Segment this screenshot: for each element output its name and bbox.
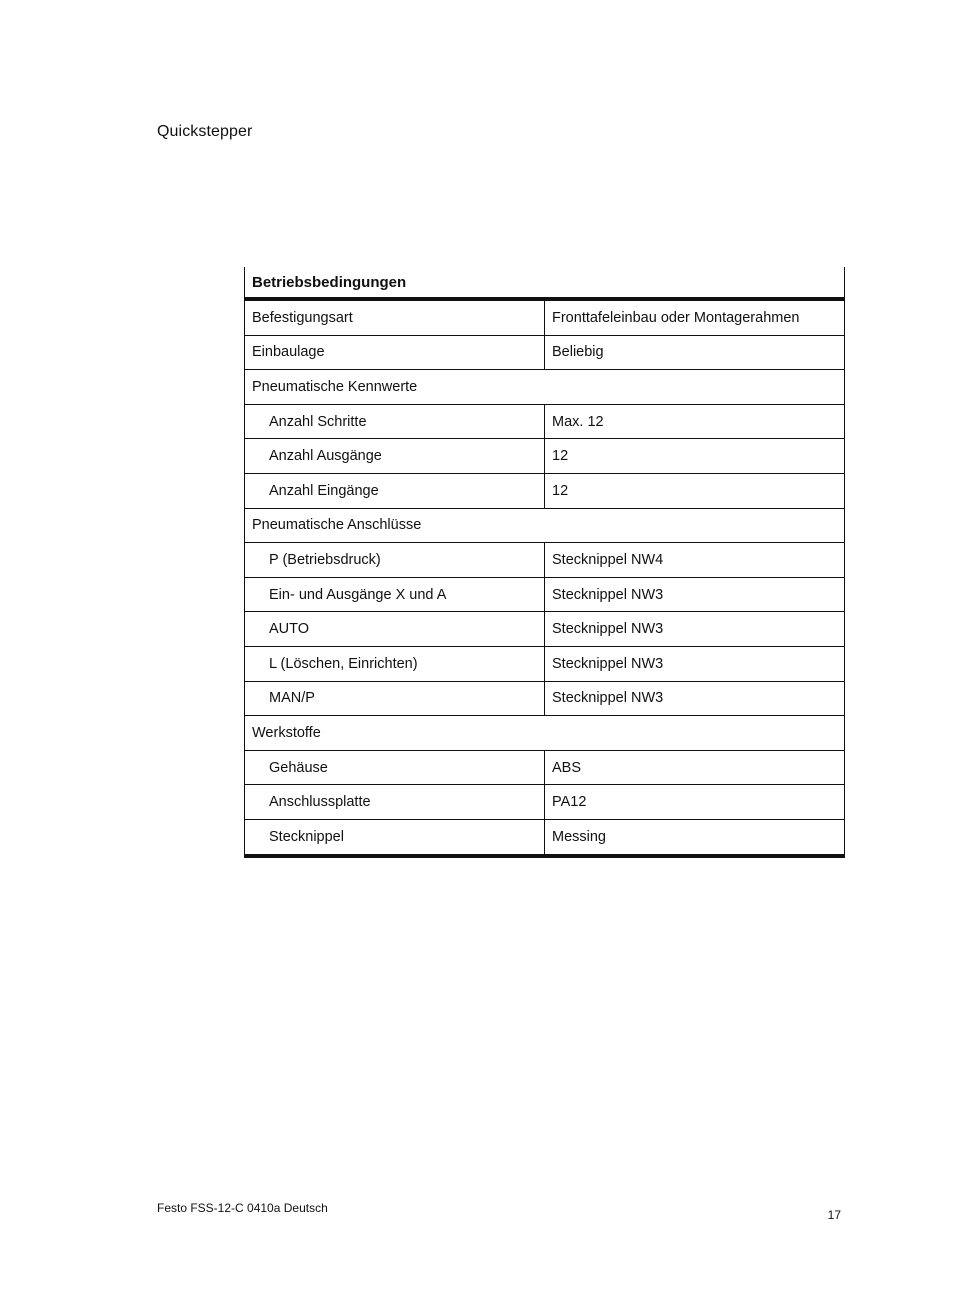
row-value: Stecknippel NW3 [545, 646, 845, 681]
section-label: Pneumatische Kennwerte [245, 370, 845, 405]
table-section-row [245, 370, 845, 405]
row-value: 12 [545, 473, 845, 508]
table-row [245, 404, 845, 439]
row-label: Befestigungsart [245, 299, 545, 335]
row-value: Beliebig [545, 335, 845, 370]
row-label: Stecknippel [245, 819, 545, 855]
table-row [245, 473, 845, 508]
row-value: Stecknippel NW4 [545, 543, 845, 578]
table-row [245, 819, 845, 855]
row-label: Anzahl Ausgänge [245, 439, 545, 474]
table-section-row [245, 716, 845, 751]
table-row [245, 785, 845, 820]
row-value: Fronttafeleinbau oder Montagerahmen [545, 299, 845, 335]
spec-table [244, 267, 845, 858]
row-label: L (Löschen, Einrichten) [245, 646, 545, 681]
table-title: Betriebsbedingungen [245, 267, 845, 299]
table-row [245, 750, 845, 785]
row-label: P (Betriebsdruck) [245, 543, 545, 578]
table-row [245, 681, 845, 716]
row-label: MAN/P [245, 681, 545, 716]
row-value: Max. 12 [545, 404, 845, 439]
table-row [245, 646, 845, 681]
row-label: Anschlussplatte [245, 785, 545, 820]
section-label: Pneumatische Anschlüsse [245, 508, 845, 543]
row-label: Anzahl Schritte [245, 404, 545, 439]
operating-conditions-table [244, 267, 844, 858]
row-label: Ein- und Ausgänge X und A [245, 577, 545, 612]
row-value: Messing [545, 819, 845, 855]
table-row [245, 439, 845, 474]
row-value: ABS [545, 750, 845, 785]
table-row [245, 335, 845, 370]
row-label: Einbaulage [245, 335, 545, 370]
row-label: AUTO [245, 612, 545, 647]
row-value: Stecknippel NW3 [545, 681, 845, 716]
table-row [245, 577, 845, 612]
row-label: Anzahl Eingänge [245, 473, 545, 508]
row-label: Gehäuse [245, 750, 545, 785]
table-section-row [245, 508, 845, 543]
table-row [245, 299, 845, 335]
row-value: PA12 [545, 785, 845, 820]
table-row [245, 543, 845, 578]
row-value: 12 [545, 439, 845, 474]
running-head: Quickstepper [157, 123, 253, 140]
section-label: Werkstoffe [245, 716, 845, 751]
footer-document-id: Festo FSS-12-C 0410a Deutsch [157, 1201, 328, 1215]
table-row [245, 612, 845, 647]
row-value: Stecknippel NW3 [545, 612, 845, 647]
row-value: Stecknippel NW3 [545, 577, 845, 612]
page-number: 17 [827, 1208, 841, 1222]
table-header-row [245, 267, 845, 299]
